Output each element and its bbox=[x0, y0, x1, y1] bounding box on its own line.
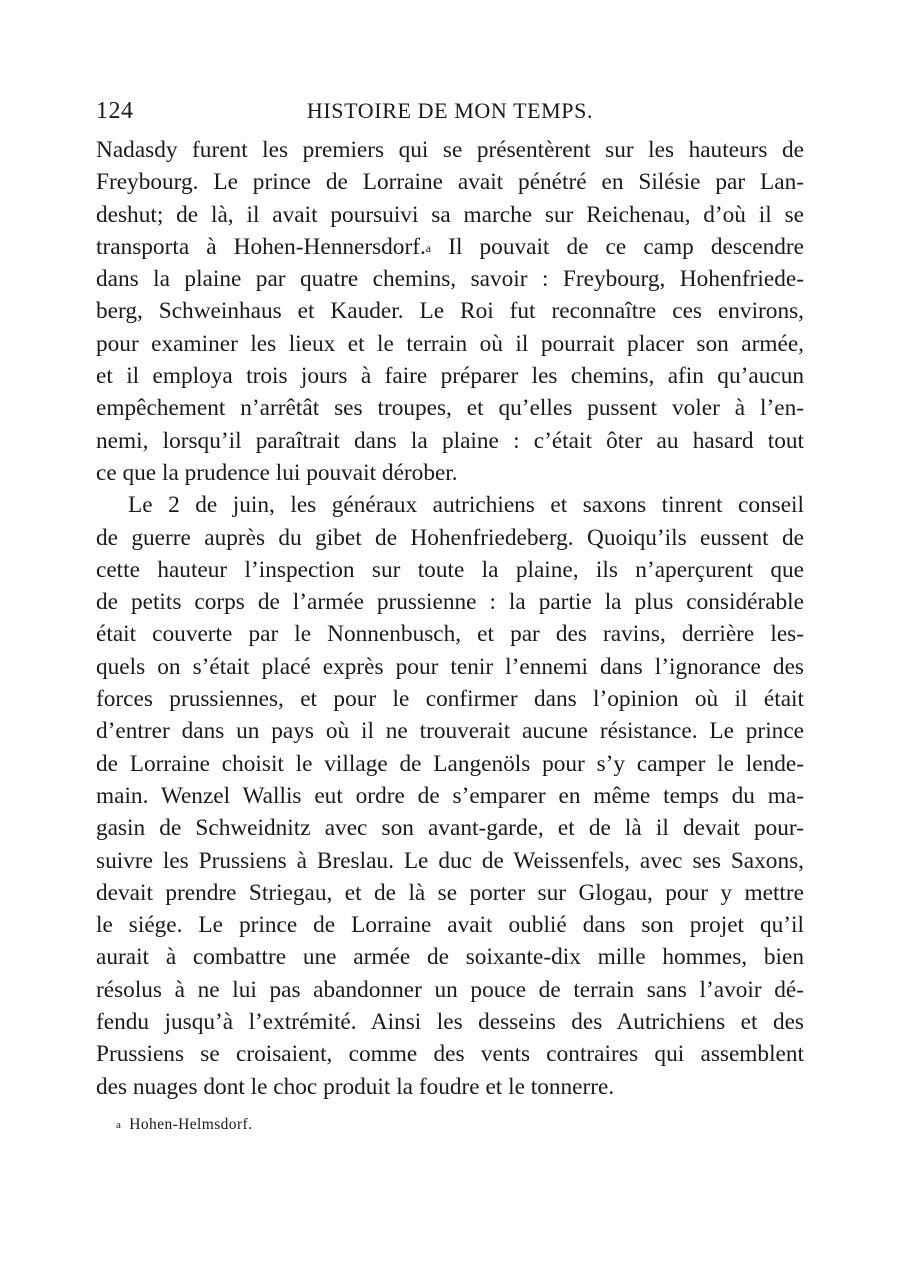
text-line: Le 2 de juin, les généraux autrichiens et saxons tinrent conseil bbox=[128, 492, 804, 519]
text-line: était couverte par le Nonnenbusch, et par des ravins, derrière les- bbox=[96, 621, 804, 648]
text-line: de petits corps de l’armée prussienne : la partie la plus considérable bbox=[96, 589, 804, 616]
text-line: d’entrer dans un pays où il ne trouverait aucune résistance. Le prince bbox=[96, 718, 804, 745]
footnote-reference[interactable]: a bbox=[425, 240, 432, 255]
text-line: cette hauteur l’inspection sur toute la plaine, ils n’aperçurent que bbox=[96, 556, 804, 583]
running-head bbox=[96, 98, 804, 134]
text-line: Nadasdy furent les premiers qui se présentèrent sur les hauteurs de bbox=[96, 137, 804, 163]
text-line-part: Il pouvait de ce camp descendre bbox=[431, 233, 804, 260]
text-line: ce que la prudence lui pouvait dérober. bbox=[96, 459, 458, 486]
text-line: Prussiens se croisaient, comme des vents contraires qui assemblent bbox=[96, 1041, 804, 1068]
text-line: nemi, lorsqu’il paraîtrait dans la plaine : c’était ôter au hasard tout bbox=[96, 427, 804, 454]
text-line: pour examiner les lieux et le terrain où il pourrait placer son armée, bbox=[96, 330, 804, 357]
footnote bbox=[96, 1115, 804, 1135]
text-line: suivre les Prussiens à Breslau. Le duc de Weissenfels, avec ses Saxons, bbox=[96, 847, 804, 874]
text-line: devait prendre Striegau, et de là se porter sur Glogau, pour y mettre bbox=[96, 879, 804, 906]
footnote-mark: a bbox=[116, 1118, 122, 1131]
text-line: aurait à combattre une armée de soixante-dix mille hommes, bien bbox=[96, 944, 804, 971]
text-line: main. Wenzel Wallis eut ordre de s’emparer en même temps du ma- bbox=[96, 782, 804, 809]
text-line: des nuages dont le choc produit la foudre et le tonnerre. bbox=[96, 1073, 615, 1100]
text-line-part: transporta à Hohen-Hennersdorf. bbox=[96, 233, 426, 260]
text-line: gasin de Schweidnitz avec son avant-garde, et de là il devait pour- bbox=[96, 815, 804, 842]
text-line: résolus à ne lui pas abandonner un pouce de terrain sans l’avoir dé- bbox=[96, 976, 804, 1003]
text-line: de Lorraine choisit le village de Langenöls pour s’y camper le lende- bbox=[96, 750, 804, 777]
text-line: fendu jusqu’à l’extrémité. Ainsi les desseins des Autrichiens et des bbox=[96, 1009, 804, 1036]
text-line: empêchement n’arrêtât ses troupes, et qu’elles pussent voler à l’en- bbox=[96, 395, 804, 422]
text-line: le siége. Le prince de Lorraine avait oublié dans son projet qu’il bbox=[96, 912, 804, 939]
page-number: 124 bbox=[96, 98, 134, 124]
body-text bbox=[96, 134, 804, 1103]
footnote-text: Hohen-Helmsdorf. bbox=[129, 1115, 253, 1133]
text-line: dans la plaine par quatre chemins, savoir : Freybourg, Hohenfriede- bbox=[96, 266, 804, 293]
text-line: deshut; de là, il avait poursuivi sa marche sur Reichenau, d’où il se bbox=[96, 201, 804, 228]
page-content bbox=[96, 98, 804, 1135]
paragraph-2 bbox=[96, 489, 804, 1103]
text-line bbox=[96, 231, 804, 263]
text-line: berg, Schweinhaus et Kauder. Le Roi fut reconnaître ces environs, bbox=[96, 298, 804, 325]
text-line: et il employa trois jours à faire préparer les chemins, afin qu’aucun bbox=[96, 363, 804, 390]
text-line: Freybourg. Le prince de Lorraine avait pénétré en Silésie par Lan- bbox=[96, 169, 804, 196]
text-line: quels on s’était placé exprès pour tenir l’ennemi dans l’ignorance des bbox=[96, 653, 804, 680]
paragraph-1 bbox=[96, 134, 804, 489]
running-title: HISTOIRE DE MON TEMPS. bbox=[306, 98, 594, 123]
text-line: forces prussiennes, et pour le confirmer dans l’opinion où il était bbox=[96, 686, 804, 713]
text-line: de guerre auprès du gibet de Hohenfriedeberg. Quoiqu’ils eussent de bbox=[96, 524, 804, 551]
